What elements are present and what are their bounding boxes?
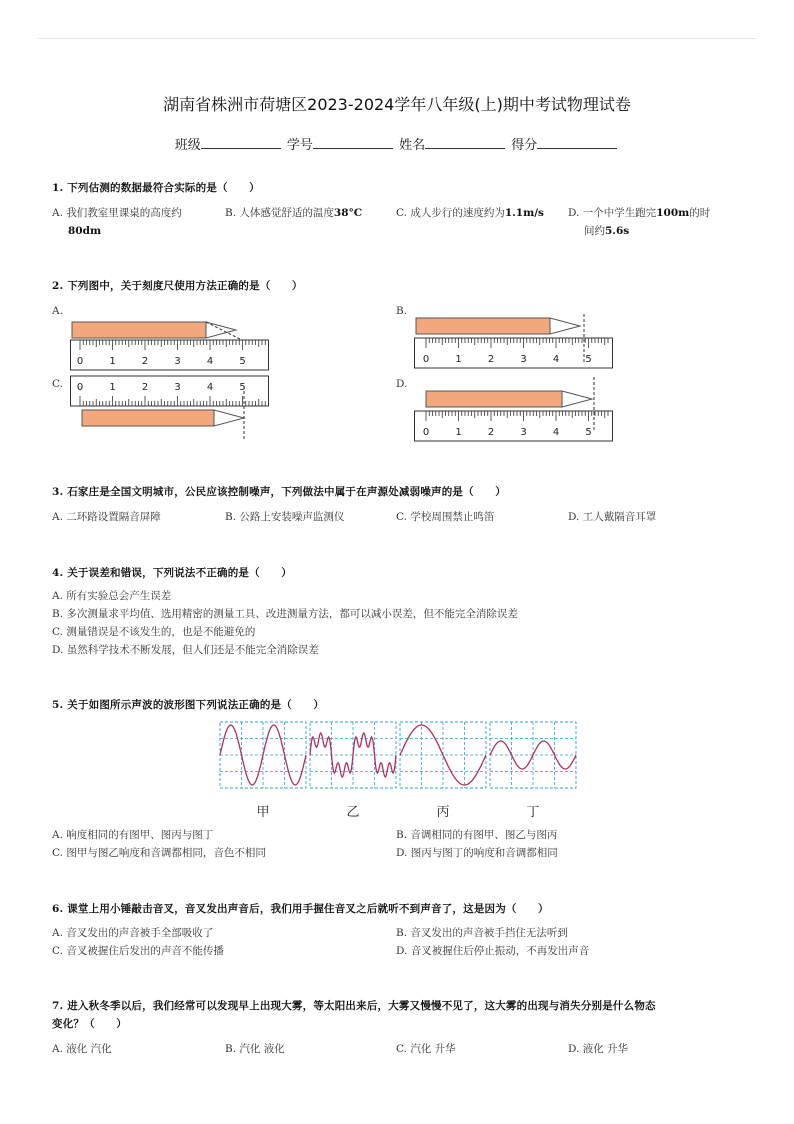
question-4-option-d[interactable]: D. 虽然科学技术不断发展，但人们还是不能完全消除误差 bbox=[52, 644, 319, 656]
name-blank[interactable] bbox=[425, 137, 505, 149]
question-7-option-c[interactable]: C. 汽化 升华 bbox=[396, 1043, 456, 1055]
question-7-stem: 7. 进入秋冬季以后，我们经常可以发现早上出现大雾，等太阳出来后，大雾又慢慢不见了，这大雾的出现与消失分别是什么物态 bbox=[52, 1000, 656, 1012]
question-2-stem: 2. 下列图中，关于刻度尺使用方法正确的是（ ） bbox=[52, 280, 303, 292]
waveform-label: 乙 bbox=[346, 805, 360, 820]
ruler-tick-label: 1 bbox=[109, 382, 116, 393]
question-4-option-b[interactable]: B. 多次测量求平均值、选用精密的测量工具、改进测量方法，都可以减小误差，但不能完全消除误差 bbox=[52, 608, 518, 620]
name-label: 姓名 bbox=[399, 138, 426, 153]
ruler-figure-c bbox=[70, 372, 270, 442]
question-1-option-d[interactable]: D. 一个中学生跑完100m的时 间约5.6s bbox=[568, 207, 711, 237]
top-divider bbox=[38, 38, 756, 39]
question-3-stem: 3. 石家庄是全国文明城市，公民应该控制噪声，下列做法中属于在声源处减弱噪声的是（ ） bbox=[52, 486, 506, 498]
question-6-option-b[interactable]: B. 音叉发出的声音被手挡住无法听到 bbox=[396, 927, 568, 939]
question-6-option-c[interactable]: C. 音叉被握住后发出的声音不能传播 bbox=[52, 945, 224, 957]
question-2-label-d[interactable]: D. bbox=[396, 378, 408, 390]
ruler-tick-label: 0 bbox=[76, 382, 84, 393]
ruler-tick-label: 0 bbox=[422, 427, 430, 438]
measured-object bbox=[426, 391, 562, 407]
class-label: 班级 bbox=[174, 138, 201, 153]
waveform-label: 丁 bbox=[526, 805, 540, 820]
ruler-figure-b bbox=[414, 312, 614, 370]
question-4-stem: 4. 关于误差和错误，下列说法不正确的是（ ） bbox=[52, 567, 292, 579]
question-7-option-b[interactable]: B. 汽化 液化 bbox=[225, 1043, 285, 1055]
measured-object bbox=[416, 318, 550, 334]
ruler-figure-a bbox=[70, 318, 270, 372]
ruler-tick-label: 5 bbox=[585, 427, 592, 438]
question-6-stem: 6. 课堂上用小锤敲击音叉，音叉发出声音后，我们用手握住音叉之后就听不到声音了，这是因为（ ） bbox=[52, 903, 549, 915]
question-2-label-c[interactable]: C. bbox=[52, 378, 63, 390]
question-5-option-c[interactable]: C. 图甲与图乙响度和音调都相同，音色不相同 bbox=[52, 847, 266, 859]
score-label: 得分 bbox=[511, 138, 538, 153]
ruler-tick-label: 4 bbox=[206, 382, 214, 393]
question-3-option-d[interactable]: D. 工人戴隔音耳罩 bbox=[568, 511, 657, 523]
question-3-option-b[interactable]: B. 公路上安装噪声监测仪 bbox=[225, 511, 345, 523]
question-5-option-d[interactable]: D. 图丙与图丁的响度和音调都相同 bbox=[396, 847, 558, 859]
question-2-label-b[interactable]: B. bbox=[396, 305, 408, 317]
measured-object bbox=[82, 410, 214, 426]
question-1-option-c[interactable]: C. 成人步行的速度约为1.1m/s bbox=[396, 207, 544, 219]
question-3-option-a[interactable]: A. 二环路设置隔音屏障 bbox=[52, 511, 161, 523]
ruler-tick-label: 3 bbox=[520, 354, 527, 365]
score-blank[interactable] bbox=[537, 137, 617, 149]
ruler-figure-d bbox=[414, 375, 614, 443]
ruler-tick-label: 4 bbox=[206, 356, 214, 367]
ruler-tick-label: 1 bbox=[455, 427, 462, 438]
sound-waveform-figure bbox=[218, 720, 578, 820]
ruler-tick-label: 0 bbox=[422, 354, 430, 365]
page-title: 湖南省株洲市荷塘区2023-2024学年八年级(上)期中考试物理试卷 bbox=[163, 95, 631, 114]
ruler-tick-label: 5 bbox=[239, 356, 246, 367]
number-label: 学号 bbox=[286, 138, 313, 153]
ruler-tick-label: 4 bbox=[552, 427, 560, 438]
question-5-option-a[interactable]: A. 响度相同的有图甲、图丙与图丁 bbox=[52, 829, 214, 841]
question-1-option-b[interactable]: B. 人体感觉舒适的温度38°C bbox=[225, 207, 363, 219]
ruler-tick-label: 1 bbox=[455, 354, 462, 365]
ruler-tick-label: 0 bbox=[76, 356, 84, 367]
ruler-tick-label: 5 bbox=[585, 354, 592, 365]
object-pointer bbox=[550, 318, 580, 334]
question-3-option-c[interactable]: C. 学校周围禁止鸣笛 bbox=[396, 511, 495, 523]
question-7-stem-cont: 变化？（ ） bbox=[52, 1018, 127, 1030]
question-7-option-a[interactable]: A. 液化 汽化 bbox=[52, 1043, 112, 1055]
question-6-option-a[interactable]: A. 音叉发出的声音被手全部吸收了 bbox=[52, 927, 214, 939]
object-pointer bbox=[214, 410, 244, 426]
student-info-line bbox=[0, 134, 794, 153]
question-1-option-a[interactable]: A. 我们教室里课桌的高度约 80dm bbox=[52, 207, 182, 237]
question-4-option-a[interactable]: A. 所有实验总会产生误差 bbox=[52, 590, 172, 602]
question-4-option-c[interactable]: C. 测量错误是不该发生的，也是不能避免的 bbox=[52, 626, 256, 638]
number-blank[interactable] bbox=[313, 137, 393, 149]
ruler-tick-label: 2 bbox=[141, 356, 149, 367]
ruler-tick-label: 3 bbox=[174, 382, 181, 393]
ruler-tick-label: 1 bbox=[109, 356, 116, 367]
question-7-option-d[interactable]: D. 液化 升华 bbox=[568, 1043, 629, 1055]
ruler-tick-label: 3 bbox=[520, 427, 527, 438]
ruler-tick-label: 2 bbox=[487, 427, 495, 438]
ruler-tick-label: 2 bbox=[141, 382, 149, 393]
question-5-option-b[interactable]: B. 音调相同的有图甲、图乙与图丙 bbox=[396, 829, 558, 841]
ruler-tick-label: 4 bbox=[552, 354, 560, 365]
question-5-stem: 5. 关于如图所示声波的波形图下列说法正确的是（ ） bbox=[52, 699, 325, 711]
question-2-label-a[interactable]: A. bbox=[52, 305, 63, 317]
waveform-label: 丙 bbox=[436, 805, 450, 820]
waveform-label: 甲 bbox=[256, 805, 270, 820]
object-pointer bbox=[562, 391, 592, 407]
question-1-stem: 1. 下列估测的数据最符合实际的是（ ） bbox=[52, 182, 260, 194]
question-6-option-d[interactable]: D. 音叉被握住后停止振动，不再发出声音 bbox=[396, 945, 590, 957]
ruler-tick-label: 5 bbox=[239, 382, 246, 393]
ruler-tick-label: 3 bbox=[174, 356, 181, 367]
ruler-tick-label: 2 bbox=[487, 354, 495, 365]
class-blank[interactable] bbox=[201, 137, 281, 149]
measured-object bbox=[72, 322, 206, 338]
